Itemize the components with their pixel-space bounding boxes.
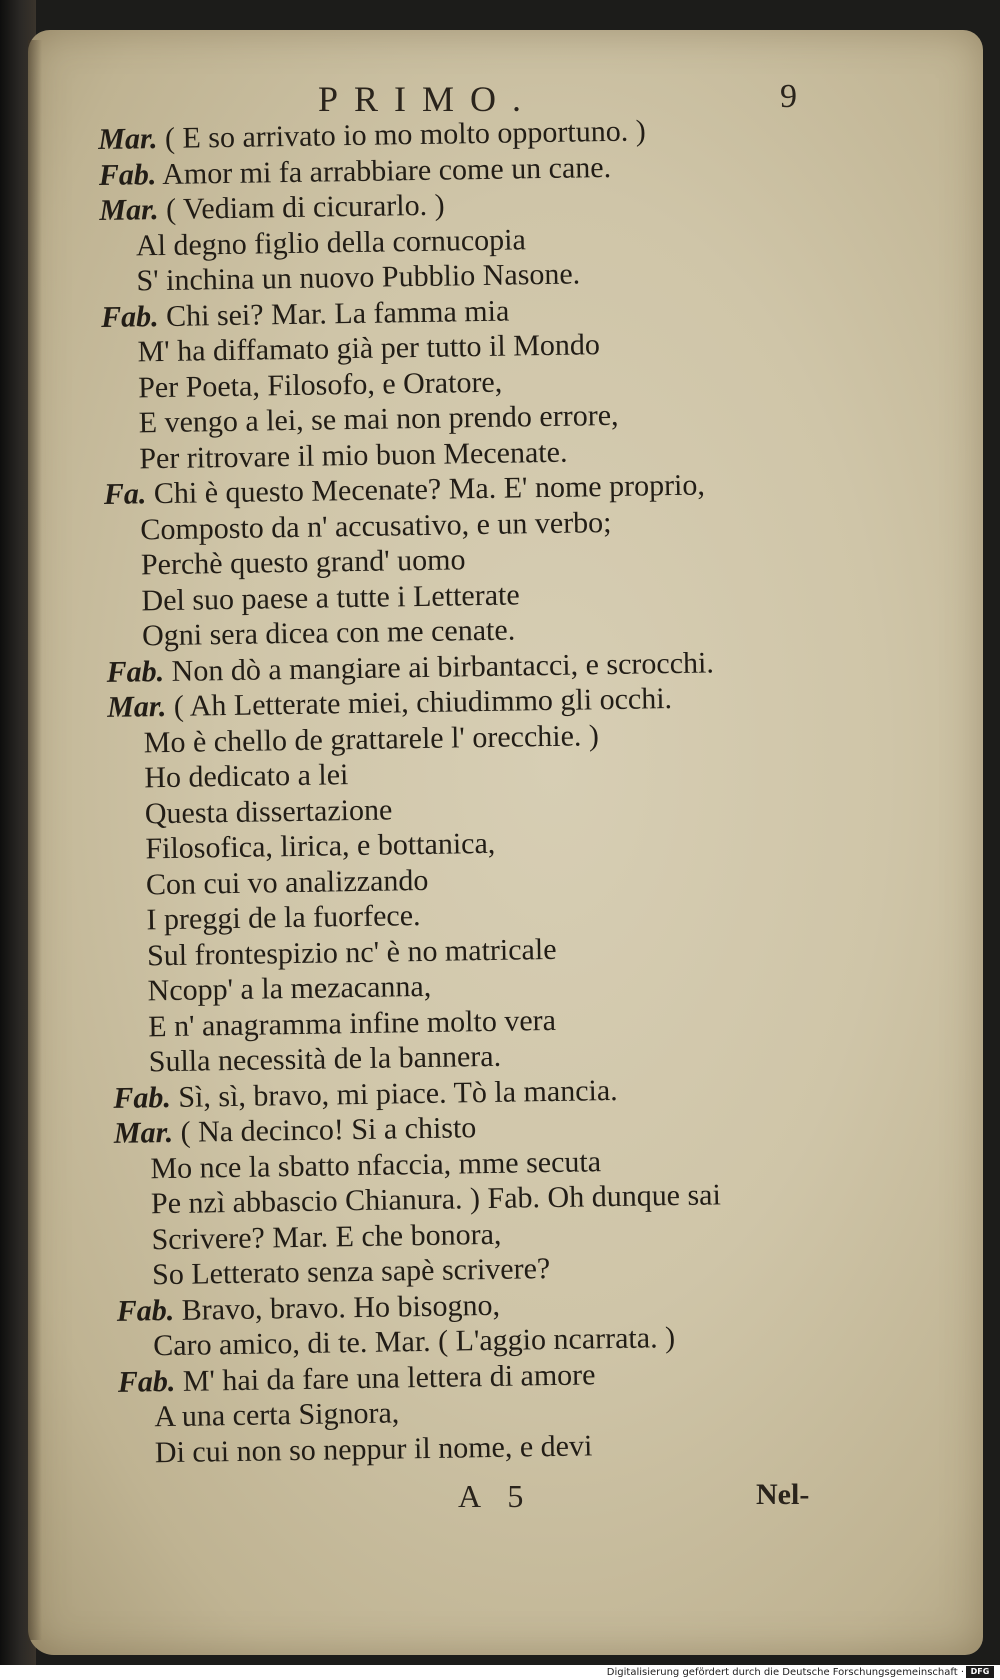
line-text: Con cui vo analizzando	[145, 863, 429, 901]
page-number: 9	[780, 78, 797, 115]
speaker-label: Mar.	[106, 689, 167, 724]
speaker-label: Fab.	[117, 1364, 176, 1399]
speaker-label: Fab.	[98, 157, 157, 192]
line-text: ( E so arrivato io mo molto opportuno. )	[164, 114, 646, 155]
line-text: Ncopp' a la mezacanna,	[147, 969, 432, 1008]
line-text: Sulla necessità de la bannera.	[148, 1039, 502, 1079]
line-text: Scrivere? Mar. E che bonora,	[151, 1217, 502, 1256]
page-footer	[0, 1478, 1000, 1518]
line-text: Amor mi fa arrabbiare come un cane.	[161, 150, 612, 191]
line-text: Non dò a mangiare ai birbantacci, e scrocchi.	[171, 645, 715, 688]
line-text: So Letterato senza sapè scrivere?	[151, 1252, 551, 1292]
line-text: A una certa Signora,	[154, 1396, 400, 1434]
speaker-label: Fab.	[100, 299, 159, 334]
line-text: Sì, sì, bravo, mi piace. Tò la mancia.	[178, 1073, 618, 1114]
line-text: ( Ah Letterate miei, chiudimmo gli occhi.	[173, 682, 673, 723]
digitization-credit: Digitalisierung gefördert durch die Deutsche Forschungsgemeinschaft ·	[606, 1667, 964, 1678]
speaker-label: Fab.	[113, 1080, 172, 1115]
line-text: Questa dissertazione	[144, 792, 393, 830]
line-text: ( Na decinco! Si a chisto	[180, 1111, 477, 1149]
line-text: Perchè questo grand' uomo	[140, 543, 466, 582]
speaker-label: Mar.	[99, 193, 159, 227]
line-text: E n' anagramma infine molto vera	[147, 1003, 557, 1043]
line-text: Per Poeta, Filosofo, e Oratore,	[137, 365, 503, 404]
line-text: Pe nzì abbascio Chianura. ) Fab. Oh dunque sai	[150, 1178, 722, 1221]
speaker-label: Fa.	[103, 477, 147, 511]
dialogue-text	[98, 110, 879, 1471]
line-text: M' hai da fare una lettera di amore	[182, 1357, 596, 1398]
speaker-label: Mar.	[98, 122, 158, 156]
catchword: Nel-	[756, 1478, 810, 1511]
line-text: Filosofica, lirica, e bottanica,	[145, 826, 496, 866]
line-text: Composto da n' accusativo, e un verbo;	[140, 505, 612, 546]
dfg-logo: DFG	[966, 1666, 994, 1678]
line-text: Per ritrovare il mio buon Mecenate.	[139, 435, 568, 475]
line-text: E vengo a lei, se mai non prendo errore,	[138, 398, 619, 440]
line-text: Caro amico, di te. Mar. ( L'aggio ncarrata. )	[152, 1321, 676, 1363]
line-text: ( Vediam di cicurarlo. )	[165, 188, 445, 226]
speaker-label: Fab.	[116, 1293, 175, 1328]
line-text: S' inchina un nuovo Pubblio Nasone.	[136, 257, 581, 298]
line-text: Bravo, bravo. Ho bisogno,	[181, 1288, 501, 1327]
line-text: I preggi de la fuorfece.	[146, 899, 421, 937]
line-text: Mo è chello de grattarele l' orecchie. )	[143, 718, 600, 759]
line-text: Mo nce la sbatto nfaccia, mme secuta	[150, 1144, 602, 1185]
line-text: Ho dedicato a lei	[144, 758, 349, 795]
line-text: Chi sei? Mar. La famma mia	[165, 294, 510, 333]
line-text: Chi è questo Mecenate? Ma. E' nome proprio,	[153, 468, 706, 511]
line-text: Al degno figlio della cornucopia	[135, 222, 527, 262]
speaker-label: Fab.	[106, 654, 165, 689]
running-title: PRIMO.	[318, 79, 538, 119]
page-shadow	[28, 40, 42, 1640]
line-text: M' ha diffamato già per tutto il Mondo	[137, 328, 601, 369]
line-text: Del suo paese a tutte i Letterate	[141, 577, 520, 617]
signature-mark: A 5	[458, 1478, 534, 1514]
speaker-label: Mar.	[113, 1115, 174, 1150]
line-text: Di cui non so neppur il nome, e devi	[154, 1428, 593, 1469]
line-text: Sul frontespizio nc' è no matricale	[146, 932, 557, 972]
line-text: Ogni sera dicea con me cenate.	[141, 613, 516, 653]
